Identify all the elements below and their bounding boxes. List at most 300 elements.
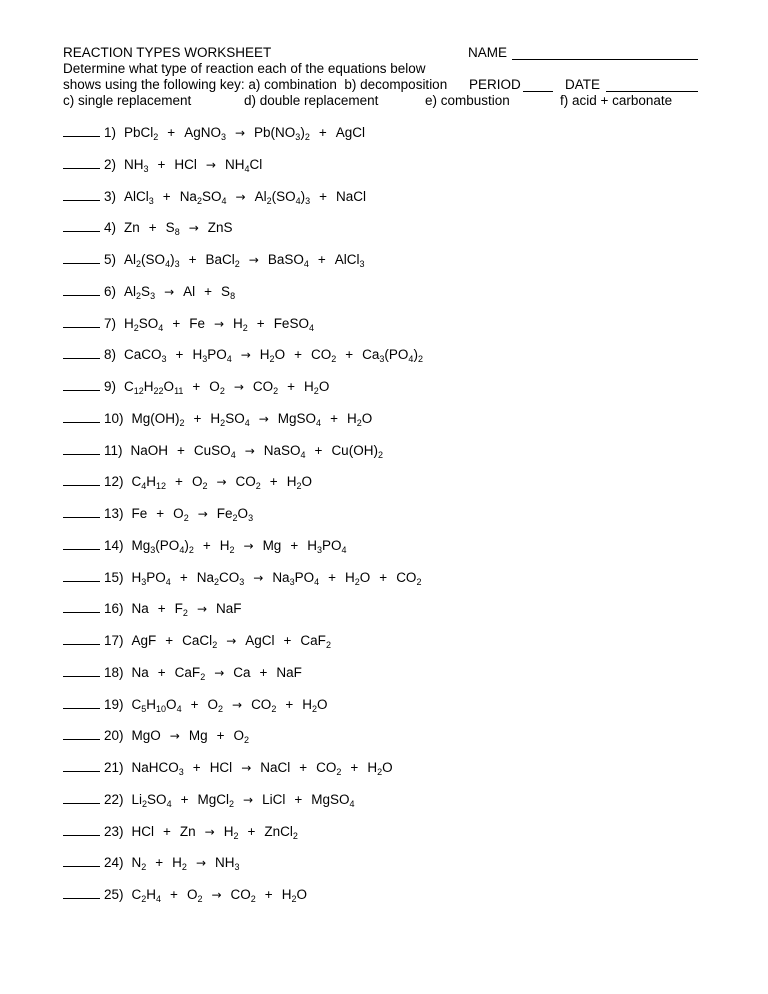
plus-sign: +	[287, 379, 296, 394]
formula-part: BaSO	[267, 252, 304, 267]
formula-part: O	[233, 728, 245, 744]
formula-subscript: 4	[341, 544, 347, 555]
question-number: 16)	[104, 601, 124, 617]
formula-part: CaCO	[124, 347, 162, 363]
chemical-formula	[251, 696, 276, 714]
formula-part: O	[361, 410, 373, 426]
chemical-formula	[124, 188, 154, 206]
formula-subscript: 2	[183, 513, 189, 523]
formula-subscript: 2	[217, 703, 223, 714]
formula-subscript: 2	[296, 481, 302, 492]
formula-subscript: 8	[230, 290, 236, 301]
formula-subscript: 2	[228, 798, 234, 809]
chemical-formula	[180, 188, 227, 206]
chemical-formula	[192, 346, 231, 364]
formula-subscript: 3	[234, 862, 240, 873]
formula-subscript: 12	[156, 481, 167, 492]
chemical-formula: AgF	[131, 633, 157, 648]
formula-subscript: 3	[359, 259, 365, 269]
answer-blank[interactable]	[63, 485, 100, 486]
formula-subscript: 2	[336, 767, 342, 777]
plus-sign: +	[157, 664, 166, 680]
formula-subscript: 2	[311, 703, 317, 714]
yields-arrow: →	[195, 856, 206, 871]
chemical-equation	[124, 283, 244, 301]
formula-part: CO	[316, 760, 337, 775]
chemical-formula: Na	[131, 601, 149, 617]
chemical-formula: Zn	[179, 823, 196, 839]
plus-sign: +	[204, 283, 213, 299]
formula-part: H	[345, 569, 355, 585]
name-label: NAME	[468, 45, 508, 60]
chemical-formula	[124, 124, 158, 142]
formula-part: NH	[215, 855, 235, 871]
chemical-equation	[124, 315, 323, 333]
chemical-formula: Zn	[124, 220, 140, 236]
formula-subscript: 4	[349, 798, 355, 809]
plus-sign: +	[202, 537, 211, 553]
answer-blank[interactable]	[63, 263, 100, 264]
chemical-formula	[233, 315, 248, 333]
formula-part: S	[165, 220, 175, 236]
yields-arrow: →	[169, 729, 180, 744]
answer-blank[interactable]	[63, 835, 100, 836]
chemical-formula	[345, 569, 370, 587]
question-number: 7)	[104, 315, 117, 331]
question-row	[63, 505, 262, 523]
chemical-formula	[172, 854, 187, 872]
chemical-equation	[132, 569, 431, 587]
chemical-equation	[132, 791, 364, 809]
answer-blank[interactable]	[63, 390, 100, 391]
formula-subscript: 2	[197, 894, 203, 904]
chemical-formula	[316, 759, 341, 777]
chemical-equation	[124, 219, 242, 237]
formula-subscript: 3	[295, 132, 301, 142]
chemical-formula	[362, 346, 423, 364]
formula-subscript: 2	[232, 513, 238, 523]
question-row	[63, 315, 323, 333]
question-row	[63, 346, 432, 364]
plus-sign: +	[247, 823, 256, 839]
name-field-line[interactable]	[512, 59, 698, 60]
formula-subscript: 3	[202, 354, 208, 365]
chemical-formula	[173, 505, 189, 523]
chemical-formula	[347, 410, 372, 428]
formula-part: Fe	[216, 506, 233, 521]
plus-sign: +	[299, 760, 308, 775]
question-number: 19)	[104, 696, 124, 712]
yields-arrow: →	[243, 538, 254, 553]
formula-part: )	[300, 125, 305, 140]
plus-sign: +	[328, 569, 337, 585]
chemical-formula	[367, 759, 392, 777]
answer-blank[interactable]	[63, 549, 100, 550]
formula-subscript: 4	[165, 259, 171, 269]
plus-sign: +	[314, 442, 323, 458]
answer-blank[interactable]	[63, 644, 100, 645]
formula-part: Al	[254, 188, 267, 204]
answer-blank[interactable]	[63, 803, 100, 804]
formula-part: (PO	[384, 347, 409, 363]
formula-part: H	[146, 887, 157, 902]
plus-sign: +	[165, 633, 174, 648]
formula-part: SO	[225, 410, 245, 426]
chemical-formula	[231, 886, 256, 904]
formula-part: Na	[272, 569, 290, 585]
formula-subscript: 22	[153, 386, 164, 396]
formula-subscript: 2	[133, 322, 139, 333]
formula-part: H	[124, 315, 134, 331]
plus-sign: +	[319, 188, 328, 204]
worksheet-title: REACTION TYPES WORKSHEET	[63, 45, 272, 60]
chemical-formula	[132, 473, 167, 491]
plus-sign: +	[175, 474, 183, 490]
formula-part: AlCl	[124, 188, 149, 204]
plus-sign: +	[317, 252, 326, 267]
formula-subscript: 3	[150, 290, 156, 301]
chemical-formula	[221, 283, 235, 301]
chemical-formula	[124, 378, 183, 396]
question-row	[63, 569, 430, 587]
formula-part: SO	[147, 791, 167, 807]
formula-subscript: 2	[153, 132, 159, 142]
question-number: 12)	[104, 474, 124, 490]
formula-part: H	[131, 569, 142, 585]
chemical-formula: NaCl	[336, 188, 367, 204]
formula-subscript: 2	[354, 576, 360, 587]
question-row	[63, 251, 374, 269]
formula-subscript: 3	[178, 767, 184, 777]
formula-subscript: 3	[150, 544, 156, 555]
question-number: 1)	[104, 125, 117, 140]
formula-subscript: 2	[136, 290, 142, 301]
answer-blank[interactable]	[63, 771, 100, 772]
formula-subscript: 2	[269, 354, 275, 365]
formula-subscript: 2	[304, 132, 310, 142]
question-row	[63, 791, 364, 809]
question-number: 3)	[104, 188, 117, 204]
formula-subscript: 4	[158, 322, 164, 333]
formula-subscript: 3	[379, 354, 385, 365]
question-number: 25)	[104, 887, 124, 902]
question-number: 23)	[104, 823, 124, 839]
question-row	[63, 124, 374, 142]
question-row	[63, 219, 242, 237]
yields-arrow: →	[188, 221, 199, 236]
chemical-equation	[132, 854, 249, 872]
plus-sign: +	[157, 601, 166, 617]
plus-sign: +	[192, 760, 201, 775]
chemical-formula	[132, 759, 184, 777]
formula-subscript: 2	[179, 417, 185, 428]
formula-part: C	[124, 379, 134, 394]
chemical-formula: Ca	[233, 664, 251, 680]
answer-blank[interactable]	[63, 612, 100, 613]
formula-part: O	[274, 347, 286, 363]
formula-part: O	[237, 506, 249, 521]
yields-arrow: →	[211, 888, 222, 902]
formula-part: O	[163, 379, 175, 394]
chemical-formula	[175, 664, 206, 682]
formula-subscript: 4	[308, 322, 314, 333]
formula-part: Al	[124, 283, 137, 299]
yields-arrow: →	[205, 157, 216, 172]
plus-sign: +	[318, 125, 327, 140]
formula-subscript: 2	[141, 862, 147, 873]
key-double-replacement: d) double replacement	[244, 93, 379, 108]
chemical-formula: Fe	[131, 506, 148, 521]
question-row	[63, 156, 271, 174]
answer-blank[interactable]	[63, 676, 100, 677]
question-row	[63, 473, 321, 491]
formula-part: H	[223, 823, 234, 839]
question-row	[63, 537, 356, 555]
formula-part: CO	[230, 887, 251, 902]
plus-sign: +	[350, 760, 359, 775]
period-label: PERIOD	[469, 77, 521, 92]
answer-blank[interactable]	[63, 231, 100, 232]
chemical-formula: HCl	[209, 760, 233, 775]
plus-sign: +	[170, 887, 178, 902]
chemical-formula: HCl	[174, 156, 197, 172]
chemical-equation	[132, 537, 356, 555]
answer-blank[interactable]	[63, 517, 100, 518]
formula-subscript: 2	[273, 386, 279, 396]
question-number: 24)	[104, 855, 124, 871]
question-number: 15)	[104, 569, 124, 585]
formula-subscript: 2	[377, 767, 383, 777]
chemical-formula	[300, 632, 331, 650]
formula-part: H	[210, 410, 221, 426]
yields-arrow: →	[216, 475, 227, 490]
formula-part: NaSO	[263, 442, 301, 458]
chemical-formula	[124, 346, 167, 364]
formula-subscript: 4	[314, 576, 320, 587]
instructions-line-1: Determine what type of reaction each of the equations below	[63, 61, 426, 76]
chemical-formula: NaF	[216, 601, 242, 617]
answer-blank[interactable]	[63, 327, 100, 328]
chemical-formula	[272, 569, 319, 587]
formula-part: NaHCO	[131, 760, 179, 775]
chemical-formula	[255, 188, 311, 206]
formula-part: CO	[235, 474, 256, 490]
yields-arrow: →	[233, 380, 244, 394]
question-row	[63, 727, 258, 745]
formula-part: O	[191, 474, 203, 490]
chemical-equation	[132, 505, 263, 523]
formula-part: H	[146, 696, 157, 712]
plus-sign: +	[167, 125, 176, 140]
chemical-formula	[282, 886, 307, 904]
answer-blank[interactable]	[63, 168, 100, 169]
question-row	[63, 886, 316, 904]
formula-part: O	[186, 887, 198, 902]
formula-subscript: 12	[133, 386, 144, 396]
chemical-equation	[124, 156, 271, 174]
question-row	[63, 283, 244, 301]
key-single-replacement: c) single replacement	[63, 93, 192, 108]
formula-part: CaF	[300, 633, 326, 648]
chemical-equation	[124, 378, 338, 396]
formula-subscript: 4	[316, 417, 322, 428]
formula-part: O	[318, 379, 330, 394]
formula-subscript: 3	[161, 354, 167, 365]
answer-blank[interactable]	[63, 739, 100, 740]
formula-part: O	[382, 760, 393, 775]
answer-blank[interactable]	[63, 295, 100, 296]
plus-sign: +	[290, 537, 299, 553]
chemical-formula: AgCl	[335, 125, 365, 140]
question-row	[63, 823, 307, 841]
formula-subscript: 2	[325, 640, 331, 650]
formula-subscript: 2	[244, 735, 250, 746]
formula-subscript: 2	[234, 259, 240, 269]
chemical-formula	[124, 156, 149, 174]
formula-subscript: 4	[141, 481, 147, 492]
chemical-formula	[192, 473, 208, 491]
formula-subscript: 2	[202, 481, 208, 492]
formula-subscript: 2	[229, 544, 235, 555]
formula-part: CaF	[174, 664, 201, 680]
formula-subscript: 3	[141, 576, 147, 587]
formula-part: H	[307, 537, 317, 553]
formula-subscript: 2	[233, 830, 239, 841]
formula-part: (PO	[155, 537, 180, 553]
formula-subscript: 5	[141, 703, 147, 714]
formula-subscript: 3	[143, 163, 149, 174]
formula-part: ZnCl	[264, 823, 293, 839]
formula-part: H	[233, 315, 243, 331]
formula-subscript: 2	[182, 608, 188, 619]
formula-subscript: 4	[221, 195, 227, 206]
formula-part: H	[281, 887, 292, 902]
chemical-formula	[396, 569, 421, 587]
formula-subscript: 3	[239, 576, 245, 587]
chemical-formula	[205, 251, 239, 269]
plus-sign: +	[294, 347, 302, 363]
formula-part: H	[172, 855, 182, 871]
plus-sign: +	[188, 252, 197, 267]
chemical-equation	[132, 727, 259, 745]
yields-arrow: →	[196, 602, 207, 617]
question-number: 18)	[104, 664, 124, 680]
date-field-line[interactable]	[606, 91, 698, 92]
question-number: 13)	[104, 506, 124, 521]
chemical-formula	[287, 473, 312, 491]
formula-part: (SO	[271, 188, 296, 204]
chemical-formula	[132, 696, 182, 714]
chemical-formula	[210, 410, 249, 428]
formula-part: Mg(OH)	[131, 410, 180, 426]
formula-subscript: 4	[303, 259, 309, 269]
chemical-equation	[132, 664, 311, 682]
question-row	[63, 664, 311, 682]
answer-blank[interactable]	[63, 581, 100, 582]
answer-blank[interactable]	[63, 866, 100, 867]
chemical-equation	[132, 886, 316, 904]
formula-part: Na	[179, 188, 197, 204]
chemical-formula	[224, 823, 239, 841]
chemical-formula	[194, 442, 236, 460]
chemical-formula	[264, 442, 306, 460]
answer-blank[interactable]	[63, 358, 100, 359]
chemical-formula	[225, 156, 262, 174]
answer-blank[interactable]	[63, 454, 100, 455]
formula-subscript: 4	[176, 703, 182, 714]
chemical-formula: ZnS	[207, 220, 233, 236]
formula-part: O	[207, 696, 218, 712]
chemical-equation	[132, 473, 321, 491]
formula-part: MgCl	[197, 791, 229, 807]
formula-part: C	[131, 696, 142, 712]
formula-part: PO	[207, 347, 227, 363]
chemical-formula	[311, 791, 354, 809]
formula-part: CO	[218, 569, 240, 585]
formula-part: SO	[138, 315, 159, 331]
question-number: 22)	[104, 791, 124, 807]
answer-blank[interactable]	[63, 200, 100, 201]
formula-part: H	[143, 379, 154, 394]
chemical-formula	[220, 537, 235, 555]
chemical-formula	[132, 410, 185, 428]
chemical-formula	[124, 315, 163, 333]
answer-blank[interactable]	[63, 898, 100, 899]
formula-part: H	[302, 696, 312, 712]
formula-subscript: 4	[166, 798, 172, 809]
formula-part: NH	[124, 156, 144, 172]
period-field-line[interactable]	[523, 91, 553, 92]
formula-subscript: 2	[213, 576, 219, 587]
chemical-formula	[215, 854, 240, 872]
formula-part: H	[192, 347, 203, 363]
formula-part: H	[346, 410, 357, 426]
question-row	[63, 696, 337, 714]
formula-part: F	[174, 601, 183, 617]
chemical-equation	[124, 346, 432, 364]
formula-subscript: 2	[377, 449, 383, 460]
formula-part: (SO	[141, 252, 166, 267]
plus-sign: +	[216, 728, 225, 744]
chemical-equation	[132, 696, 337, 714]
answer-blank[interactable]	[63, 136, 100, 137]
answer-blank[interactable]	[63, 708, 100, 709]
formula-subscript: 4	[408, 354, 414, 365]
chemical-formula	[124, 283, 155, 301]
formula-subscript: 4	[230, 449, 236, 460]
formula-part: Cl	[249, 156, 263, 172]
formula-subscript: 4	[156, 894, 162, 904]
chemical-formula	[132, 854, 147, 872]
chemical-formula	[274, 315, 314, 333]
formula-part: Cu(OH)	[331, 442, 378, 458]
formula-part: Na	[196, 569, 214, 585]
formula-part: O	[301, 474, 312, 490]
plus-sign: +	[283, 633, 292, 648]
plus-sign: +	[285, 696, 294, 712]
formula-part: AgNO	[184, 125, 221, 140]
formula-part: C	[131, 887, 142, 902]
yields-arrow: →	[241, 761, 252, 775]
formula-subscript: 3	[289, 576, 295, 587]
plus-sign: +	[379, 569, 388, 585]
formula-subscript: 2	[416, 576, 422, 587]
answer-blank[interactable]	[63, 422, 100, 423]
formula-subscript: 4	[226, 354, 232, 365]
chemical-formula: Mg	[188, 728, 208, 744]
chemical-equation	[124, 188, 375, 206]
formula-part: PO	[294, 569, 315, 585]
